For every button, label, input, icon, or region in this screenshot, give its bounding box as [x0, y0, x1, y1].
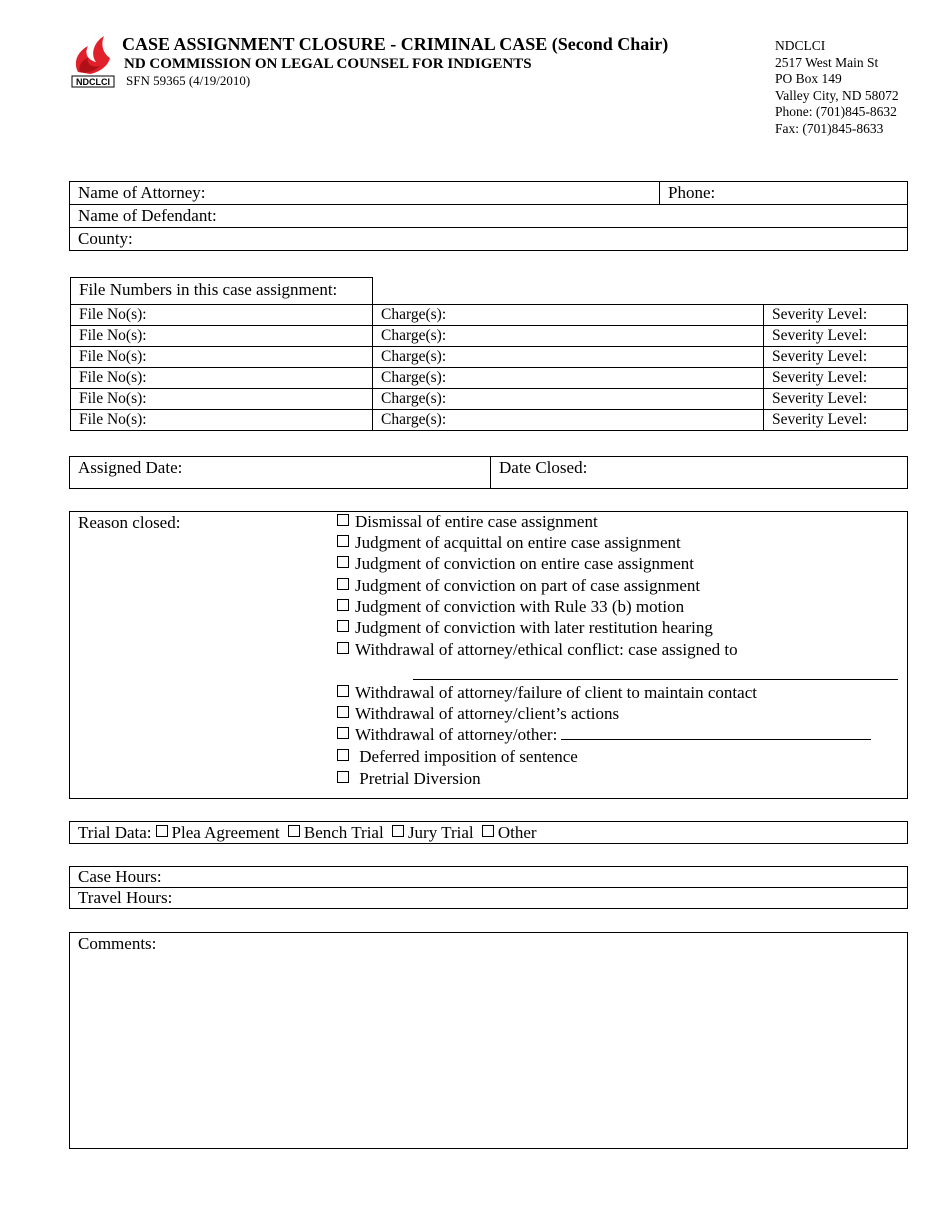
reason-option[interactable]: Judgment of conviction with Rule 33 (b) motion	[337, 597, 684, 617]
charge-field[interactable]: Charge(s):	[373, 305, 764, 326]
reason-option[interactable]: Withdrawal of attorney/other:	[337, 725, 871, 745]
checkbox[interactable]	[337, 514, 349, 526]
file-number-field[interactable]: File No(s):	[71, 410, 373, 431]
date-closed-field[interactable]: Date Closed:	[491, 457, 908, 489]
checkbox[interactable]	[337, 535, 349, 547]
travel-hours-field[interactable]: Travel Hours:	[70, 888, 908, 909]
county-field[interactable]: County:	[70, 228, 908, 251]
agency-address	[775, 38, 899, 137]
charge-field[interactable]: Charge(s):	[373, 326, 764, 347]
charge-field[interactable]: Charge(s):	[373, 389, 764, 410]
reason-option[interactable]: Judgment of conviction with later restitution hearing	[337, 618, 713, 638]
phone-field[interactable]: Phone:	[660, 182, 908, 205]
case-assigned-to-line[interactable]	[413, 679, 898, 680]
checkbox[interactable]	[337, 771, 349, 783]
checkbox[interactable]	[337, 556, 349, 568]
reason-option[interactable]: Withdrawal of attorney/failure of client to maintain contact	[337, 683, 757, 703]
comments-field[interactable]	[69, 932, 908, 1149]
checkbox[interactable]	[337, 642, 349, 654]
file-row	[71, 347, 908, 368]
agency-name: ND COMMISSION ON LEGAL COUNSEL FOR INDIGENTS	[124, 56, 532, 72]
address-street: 2517 West Main St	[775, 54, 879, 70]
form-title: CASE ASSIGNMENT CLOSURE - CRIMINAL CASE (Second Chair)	[122, 34, 669, 54]
case-hours-field[interactable]: Case Hours:	[70, 867, 908, 888]
severity-level-field[interactable]: Severity Level:	[764, 410, 908, 431]
file-number-field[interactable]: File No(s):	[71, 326, 373, 347]
address-city: Valley City, ND 58072	[775, 87, 899, 103]
address-phone: Phone: (701)845-8632	[775, 104, 897, 119]
address-po-box: PO Box 149	[775, 71, 842, 86]
charge-field[interactable]: Charge(s):	[373, 410, 764, 431]
reason-option[interactable]: Withdrawal of attorney/client’s actions	[337, 704, 619, 724]
reason-option[interactable]: Withdrawal of attorney/ethical conflict: case assigned to	[337, 640, 738, 660]
checkbox[interactable]	[337, 749, 349, 761]
reason-option[interactable]: Deferred imposition of sentence	[337, 747, 578, 767]
checkbox[interactable]	[337, 685, 349, 697]
reason-option[interactable]: Judgment of acquittal on entire case assignment	[337, 533, 681, 553]
checkbox[interactable]	[482, 825, 494, 837]
address-org: NDCLCI	[775, 38, 826, 53]
checkbox[interactable]	[392, 825, 404, 837]
checkbox[interactable]	[156, 825, 168, 837]
severity-level-field[interactable]: Severity Level:	[764, 347, 908, 368]
checkbox[interactable]	[337, 727, 349, 739]
reason-option[interactable]: Pretrial Diversion	[337, 769, 481, 789]
hours-table	[69, 866, 908, 909]
file-number-field[interactable]: File No(s):	[71, 305, 373, 326]
file-row	[71, 326, 908, 347]
defendant-name-field[interactable]: Name of Defendant:	[70, 205, 908, 228]
attorney-name-field[interactable]: Name of Attorney:	[70, 182, 660, 205]
checkbox[interactable]	[337, 599, 349, 611]
trial-data-label: Trial Data:	[78, 823, 152, 842]
reason-option[interactable]: Dismissal of entire case assignment	[337, 512, 598, 532]
severity-level-field[interactable]: Severity Level:	[764, 389, 908, 410]
form-number: SFN 59365 (4/19/2010)	[126, 73, 251, 88]
severity-level-field[interactable]: Severity Level:	[764, 326, 908, 347]
other-reason-line[interactable]	[561, 725, 871, 740]
trial-option[interactable]: Bench Trial	[303, 823, 384, 842]
severity-level-field[interactable]: Severity Level:	[764, 368, 908, 389]
severity-level-field[interactable]: Severity Level:	[764, 305, 908, 326]
checkbox[interactable]	[337, 706, 349, 718]
trial-option[interactable]: Jury Trial	[407, 823, 474, 842]
file-row	[71, 368, 908, 389]
reason-option[interactable]: Judgment of conviction on part of case assignment	[337, 576, 700, 596]
address-fax: Fax: (701)845-8633	[775, 120, 884, 136]
ndclci-logo	[70, 32, 116, 90]
checkbox[interactable]	[337, 620, 349, 632]
assigned-date-field[interactable]: Assigned Date:	[70, 457, 491, 489]
file-number-field[interactable]: File No(s):	[71, 347, 373, 368]
trial-option[interactable]: Other	[497, 823, 537, 842]
comments-label: Comments:	[78, 934, 157, 953]
file-numbers-table	[70, 304, 908, 431]
file-row	[71, 389, 908, 410]
logo-text: NDCLCI	[76, 77, 110, 87]
checkbox[interactable]	[337, 578, 349, 590]
trial-data-row	[69, 821, 908, 844]
file-number-field[interactable]: File No(s):	[71, 368, 373, 389]
file-numbers-header: File Numbers in this case assignment:	[70, 277, 373, 305]
checkbox[interactable]	[288, 825, 300, 837]
charge-field[interactable]: Charge(s):	[373, 347, 764, 368]
charge-field[interactable]: Charge(s):	[373, 368, 764, 389]
file-row	[71, 305, 908, 326]
file-number-field[interactable]: File No(s):	[71, 389, 373, 410]
trial-option[interactable]: Plea Agreement	[171, 823, 280, 842]
reason-option[interactable]: Judgment of conviction on entire case assignment	[337, 554, 694, 574]
dates-table	[69, 456, 908, 489]
reason-closed-label: Reason closed:	[78, 513, 181, 532]
attorney-info-table	[69, 181, 908, 251]
file-row	[71, 410, 908, 431]
